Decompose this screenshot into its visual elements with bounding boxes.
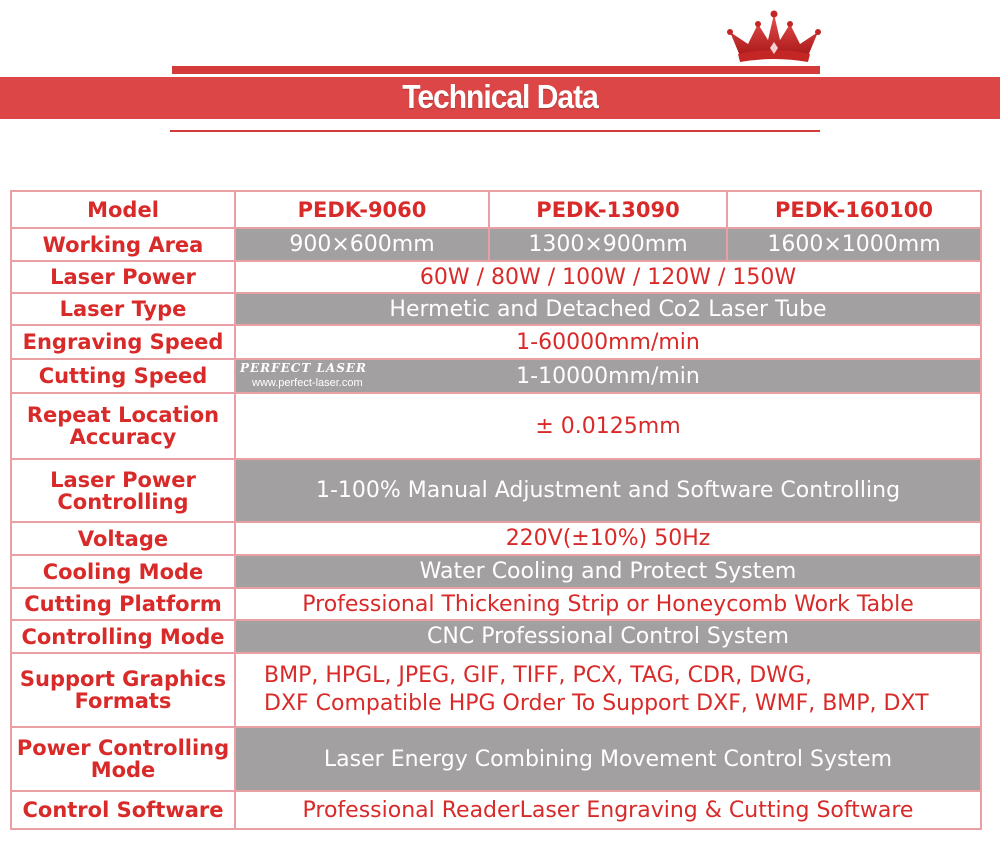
table-row [12,654,980,728]
row-label: Cutting Speed [12,360,236,392]
row-value: 1-60000mm/min [236,326,980,358]
table-row [12,326,980,360]
row-label: Voltage [12,523,236,554]
spec-table [10,190,982,830]
watermark-brand: PERFECT LASER [240,361,367,375]
table-row-working-area [12,229,980,262]
row-value: Water Cooling and Protect System [236,556,980,587]
row-value: Professional ReaderLaser Engraving & Cutting Software [236,792,980,828]
row-label: Laser Type [12,294,236,324]
working-area-3: 1600×1000mm [728,229,980,260]
row-value [236,654,980,726]
row-label: Control Software [12,792,236,828]
row-label: Support Graphics Formats [12,654,236,726]
row-label: Cutting Platform [12,589,236,619]
row-label: Cooling Mode [12,556,236,587]
row-label: Engraving Speed [12,326,236,358]
table-row [12,294,980,326]
model-header-3: PEDK-160100 [728,192,980,227]
table-row [12,621,980,654]
row-label: Power Controlling Mode [12,728,236,790]
formats-line-1: BMP, HPGL, JPEG, GIF, TIFF, PCX, TAG, CDR, DWG, [264,663,812,688]
row-value: 60W / 80W / 100W / 120W / 150W [236,262,980,292]
table-row [12,792,980,828]
row-value: 220V(±10%) 50Hz [236,523,980,554]
working-area-1: 900×600mm [236,229,490,260]
bottom-divider [170,130,820,132]
table-row [12,394,980,460]
row-label: Controlling Mode [12,621,236,652]
row-label: Laser Power [12,262,236,292]
row-value: Hermetic and Detached Co2 Laser Tube [236,294,980,324]
row-label: Working Area [12,229,236,260]
row-value: ± 0.0125mm [236,394,980,458]
row-value: 1-10000mm/min [236,360,980,392]
table-row-model [12,192,980,229]
formats-line-2: DXF Compatible HPG Order To Support DXF, WMF, BMP, DXT [264,691,929,716]
row-label: Laser Power Controlling [12,460,236,521]
title-banner [0,77,1000,119]
crown-icon [724,10,824,65]
table-row [12,728,980,792]
row-label: Repeat Location Accuracy [12,394,236,458]
table-row [12,523,980,556]
table-row [12,556,980,589]
model-header-2: PEDK-13090 [490,192,728,227]
row-value: 1-100% Manual Adjustment and Software Controlling [236,460,980,521]
row-value: CNC Professional Control System [236,621,980,652]
table-row [12,589,980,621]
watermark-url: www.perfect-laser.com [252,377,363,389]
row-value: Professional Thickening Strip or Honeycomb Work Table [236,589,980,619]
working-area-2: 1300×900mm [490,229,728,260]
row-value: Laser Energy Combining Movement Control System [236,728,980,790]
table-row [12,262,980,294]
row-label: Model [12,192,236,227]
page-title: Technical Data [402,79,598,116]
table-row [12,460,980,523]
model-header-1: PEDK-9060 [236,192,490,227]
table-row [12,360,980,394]
top-divider [172,66,820,74]
